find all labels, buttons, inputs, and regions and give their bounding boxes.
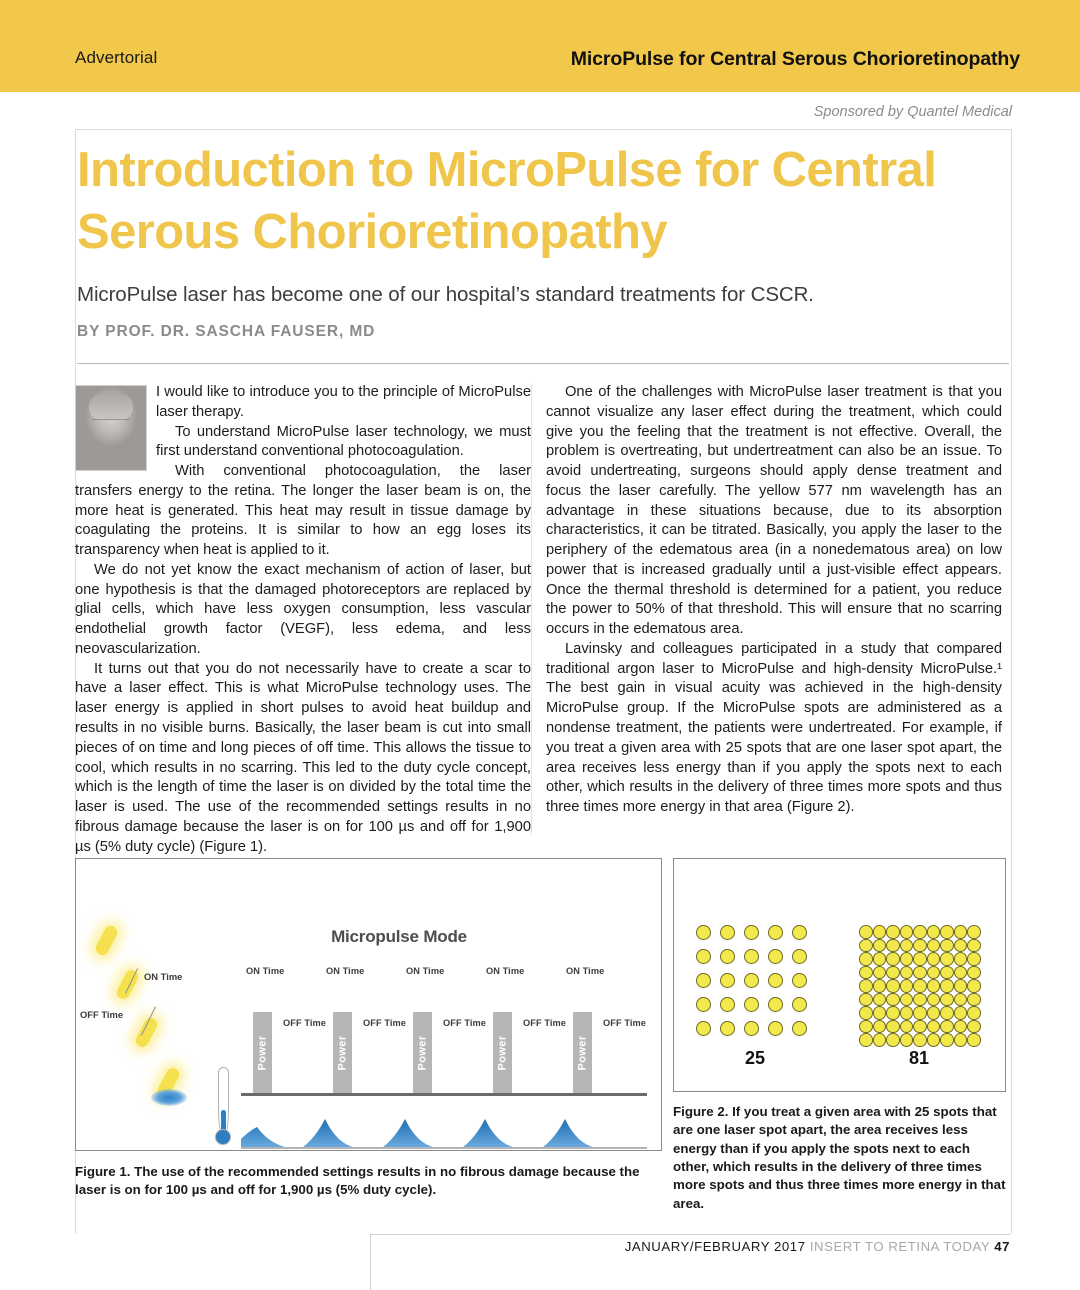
header-running-title: MicroPulse for Central Serous Chorioretinopathy [570,48,1020,70]
laser-spot [913,966,927,980]
laser-spot [900,925,914,939]
laser-spot [720,949,735,964]
laser-spot [927,925,941,939]
laser-spot [859,939,873,953]
laser-spot [873,1006,887,1020]
laser-spot [696,949,711,964]
laser-spot [859,966,873,980]
laser-beam-segment [133,1016,159,1049]
laser-spot [927,1006,941,1020]
on-time-label: ON Time [326,966,365,976]
on-time-label: ON Time [566,966,605,976]
laser-spot [886,939,900,953]
power-bar [573,1012,592,1094]
off-time-label: OFF Time [523,1018,567,1028]
power-label: Power [256,1035,269,1071]
sparse-spot-grid [696,925,807,1036]
laser-spot [954,1006,968,1020]
power-label: Power [336,1035,349,1071]
header-band [0,0,1080,92]
laser-spot [900,952,914,966]
laser-spot [696,973,711,988]
dense-spot-count: 81 [908,1048,930,1068]
power-bar [333,1012,352,1094]
laser-spot [967,1033,981,1047]
laser-spot [954,939,968,953]
off-time-label: OFF Time [283,1018,327,1028]
laser-spot [873,925,887,939]
power-bar [413,1012,432,1094]
laser-spot [940,1006,954,1020]
power-label: Power [416,1035,429,1071]
paragraph: With conventional photocoagulation, the laser transfers energy to the retina. The longer the laser beam is on, the more heat is generated. This heat may result in tissue damage by coagulating the proteins. It is similar to how an egg loses its transparency when heat is applied to it. [75,463,531,559]
laser-spot [954,993,968,1007]
off-time-label: OFF Time [363,1018,407,1028]
laser-spot [927,966,941,980]
laser-spot [940,925,954,939]
laser-spot [900,1020,914,1034]
laser-spot [720,997,735,1012]
paragraph: I would like to introduce you to the principle of MicroPulse laser therapy. [156,384,531,420]
laser-spot [927,952,941,966]
laser-spot [900,966,914,980]
laser-spot [744,1021,759,1036]
laser-spot [744,973,759,988]
laser-spot [886,966,900,980]
laser-spot [940,1020,954,1034]
laser-spot [954,979,968,993]
body-column-left [75,383,531,857]
laser-spot [940,952,954,966]
footer-divider [370,1234,1010,1235]
laser-spot [913,1006,927,1020]
laser-spot [744,925,759,940]
laser-spot [954,966,968,980]
figure-2-caption: Figure 2. If you treat a given area with 25 spots that are one laser spot apart, the area receives less energy than if you apply the spots next to each other, which results in the delivery of three times more spots and thus three times more energy in that area. [673,1104,1006,1211]
sparse-spot-count: 25 [744,1048,766,1068]
laser-spot [886,1020,900,1034]
byline-divider [77,363,1009,364]
laser-spot [967,925,981,939]
footer-publication: INSERT TO RETINA TODAY [809,1239,990,1254]
power-label: Power [576,1035,589,1071]
laser-spot [967,939,981,953]
laser-spot [768,997,783,1012]
laser-spot [859,993,873,1007]
laser-spot [696,997,711,1012]
laser-spot [696,925,711,940]
power-bar [253,1012,272,1094]
laser-spot [886,993,900,1007]
header-kicker: Advertorial [75,48,158,67]
on-time-label: ON Time [246,966,285,976]
laser-spot [913,993,927,1007]
laser-spot [940,979,954,993]
laser-spot [967,979,981,993]
power-bar [493,1012,512,1094]
laser-spot [792,949,807,964]
body-column-right [546,383,1002,818]
laser-spot [967,1006,981,1020]
on-time-label: ON Time [406,966,445,976]
column-divider [531,383,532,835]
figure-1-caption: Figure 1. The use of the recommended settings results in no fibrous damage because the laser is on for 100 µs and off for 1,900 µs (5% duty cycle). [75,1164,640,1198]
laser-spot [900,993,914,1007]
laser-spot [940,993,954,1007]
laser-spot [940,966,954,980]
laser-spot [768,1021,783,1036]
laser-spot [927,979,941,993]
sponsor-line: Sponsored by Quantel Medical [813,104,1012,120]
laser-spot [940,1033,954,1047]
figure-1 [75,858,662,1151]
paragraph: To understand MicroPulse laser technology, we must first understand conventional photocoagulation. [156,423,531,460]
laser-spot [873,939,887,953]
laser-spot [859,1006,873,1020]
on-time-label: ON Time [486,966,525,976]
laser-spot [886,1033,900,1047]
power-axis-line [241,1093,647,1096]
laser-spot [927,1020,941,1034]
paragraph: Lavinsky and colleagues participated in a study that compared traditional argon laser to MicroPulse and high-density MicroPulse.¹ The best gain in visual acuity was achieved in the high-density MicroPulse group. If the MicroPulse spots are administered as a nondense treatment, the patients were undertreated. For example, if you treat a given area with 25 spots that are one laser spot apart, the area receives less energy than if you apply the spots next to each other, which results in the delivery of three times more spots and thus three times more energy in that area (Figure 2). [546,640,1002,816]
article-byline: BY PROF. DR. SASCHA FAUSER, MD [77,323,376,340]
laser-spot [720,1021,735,1036]
laser-spot [886,952,900,966]
laser-spot [954,925,968,939]
laser-spot [954,1020,968,1034]
beam-off-time-label: OFF Time [80,1009,124,1020]
footer-tail-divider [370,1234,371,1290]
laser-spot [913,1033,927,1047]
laser-spot [940,939,954,953]
laser-spot [967,952,981,966]
laser-spot [886,1006,900,1020]
laser-spot [792,925,807,940]
laser-spot [900,979,914,993]
laser-spot [873,952,887,966]
footer [625,1239,1010,1254]
laser-spot [859,979,873,993]
laser-spot [927,939,941,953]
laser-spot [886,979,900,993]
footer-page-number: 47 [994,1239,1010,1254]
laser-spot [913,925,927,939]
laser-spot [768,949,783,964]
figure-2 [673,858,1006,1092]
paragraph: We do not yet know the exact mechanism of action of laser, but one hypothesis is that the damaged photoreceptors are replaced by glial cells, which have less oxygen consumption, less vascular endothelial growth factor (VEGF), less edema, and less neovascularization. [75,561,531,657]
laser-spot [913,979,927,993]
heat-curve [241,1099,647,1149]
laser-spot [913,939,927,953]
off-time-label: OFF Time [603,1018,647,1028]
laser-spot [967,966,981,980]
laser-spot [954,1033,968,1047]
page-title: Introduction to MicroPulse for Central Serous Chorioretinopathy [77,143,937,259]
laser-spot [720,925,735,940]
laser-spot [696,1021,711,1036]
laser-spot [967,1020,981,1034]
laser-spot [859,952,873,966]
beam-on-time-label: ON Time [144,971,183,982]
laser-spot [792,973,807,988]
pulse-train [241,964,646,1094]
laser-spot [886,925,900,939]
article-deck: MicroPulse laser has become one of our hospital’s standard treatments for CSCR. [77,283,814,306]
laser-spot [873,979,887,993]
laser-spot [720,973,735,988]
laser-spot [859,925,873,939]
figure-1-title: Micropulse Mode [331,927,467,946]
laser-spot [744,997,759,1012]
dense-spot-grid [859,925,981,1047]
laser-spot [900,1033,914,1047]
paragraph: It turns out that you do not necessarily have to create a scar to have a laser effect. This is what MicroPulse technology uses. The laser energy is applied in short pulses to avoid heat buildup and results in no visible burns. Basically, the laser beam is cut into small pieces of on time and long pieces of off time. This allows the tissue to cool, which results in no scarring. This led to the duty cycle concept, which is the length of time the laser is on divided by the total time the laser is used. The use of the recommended settings results in no fibrous damage because the laser is on for 100 µs and off for 1,900 µs (5% duty cycle) (Figure 1). [75,660,531,855]
laser-spot [927,1033,941,1047]
paragraph: One of the challenges with MicroPulse laser treatment is that you cannot visualize any laser effect during the treatment, which could give you the feeling that the treatment is not effective. Overall, the problem is overtreating, but undertreatment can also be an issue. To avoid undertreating, surgeons should apply dense treatment and focus the laser carefully. The yellow 577 nm wavelength has an advantage in these situations because, due to its absorption characteristics, it can be titrated. Basically, you apply the laser to the periphery of the edematous area (in a nonedematous area) on low power that is increased gradually until a just-visible effect appears. Once the thermal threshold is determined for a patient, you reduce the power to 50% of that threshold. This will ensure that no scarring occurs in the edematous area. [546,384,1002,638]
footer-issue-date: JANUARY/FEBRUARY 2017 [624,1239,806,1254]
author-photo [75,385,147,471]
laser-spot [954,952,968,966]
laser-spot [792,1021,807,1036]
laser-spot [927,993,941,1007]
laser-spot [900,1006,914,1020]
laser-spot [768,925,783,940]
heat-axis-line [241,1147,647,1149]
laser-spot [792,997,807,1012]
laser-spot [768,973,783,988]
laser-spot-pool [151,1089,187,1106]
off-time-label: OFF Time [443,1018,487,1028]
laser-spot [913,1020,927,1034]
laser-spot [967,993,981,1007]
power-label: Power [496,1035,509,1071]
laser-spot [900,939,914,953]
laser-beam-segment [93,924,119,957]
laser-spot [859,1033,873,1047]
laser-spot [873,1020,887,1034]
laser-spot [873,966,887,980]
thermometer-bulb-icon [215,1129,231,1145]
laser-beam-segment [114,968,140,1001]
laser-spot [873,1033,887,1047]
laser-spot [859,1020,873,1034]
laser-spot [744,949,759,964]
laser-spot [913,952,927,966]
laser-spot [873,993,887,1007]
